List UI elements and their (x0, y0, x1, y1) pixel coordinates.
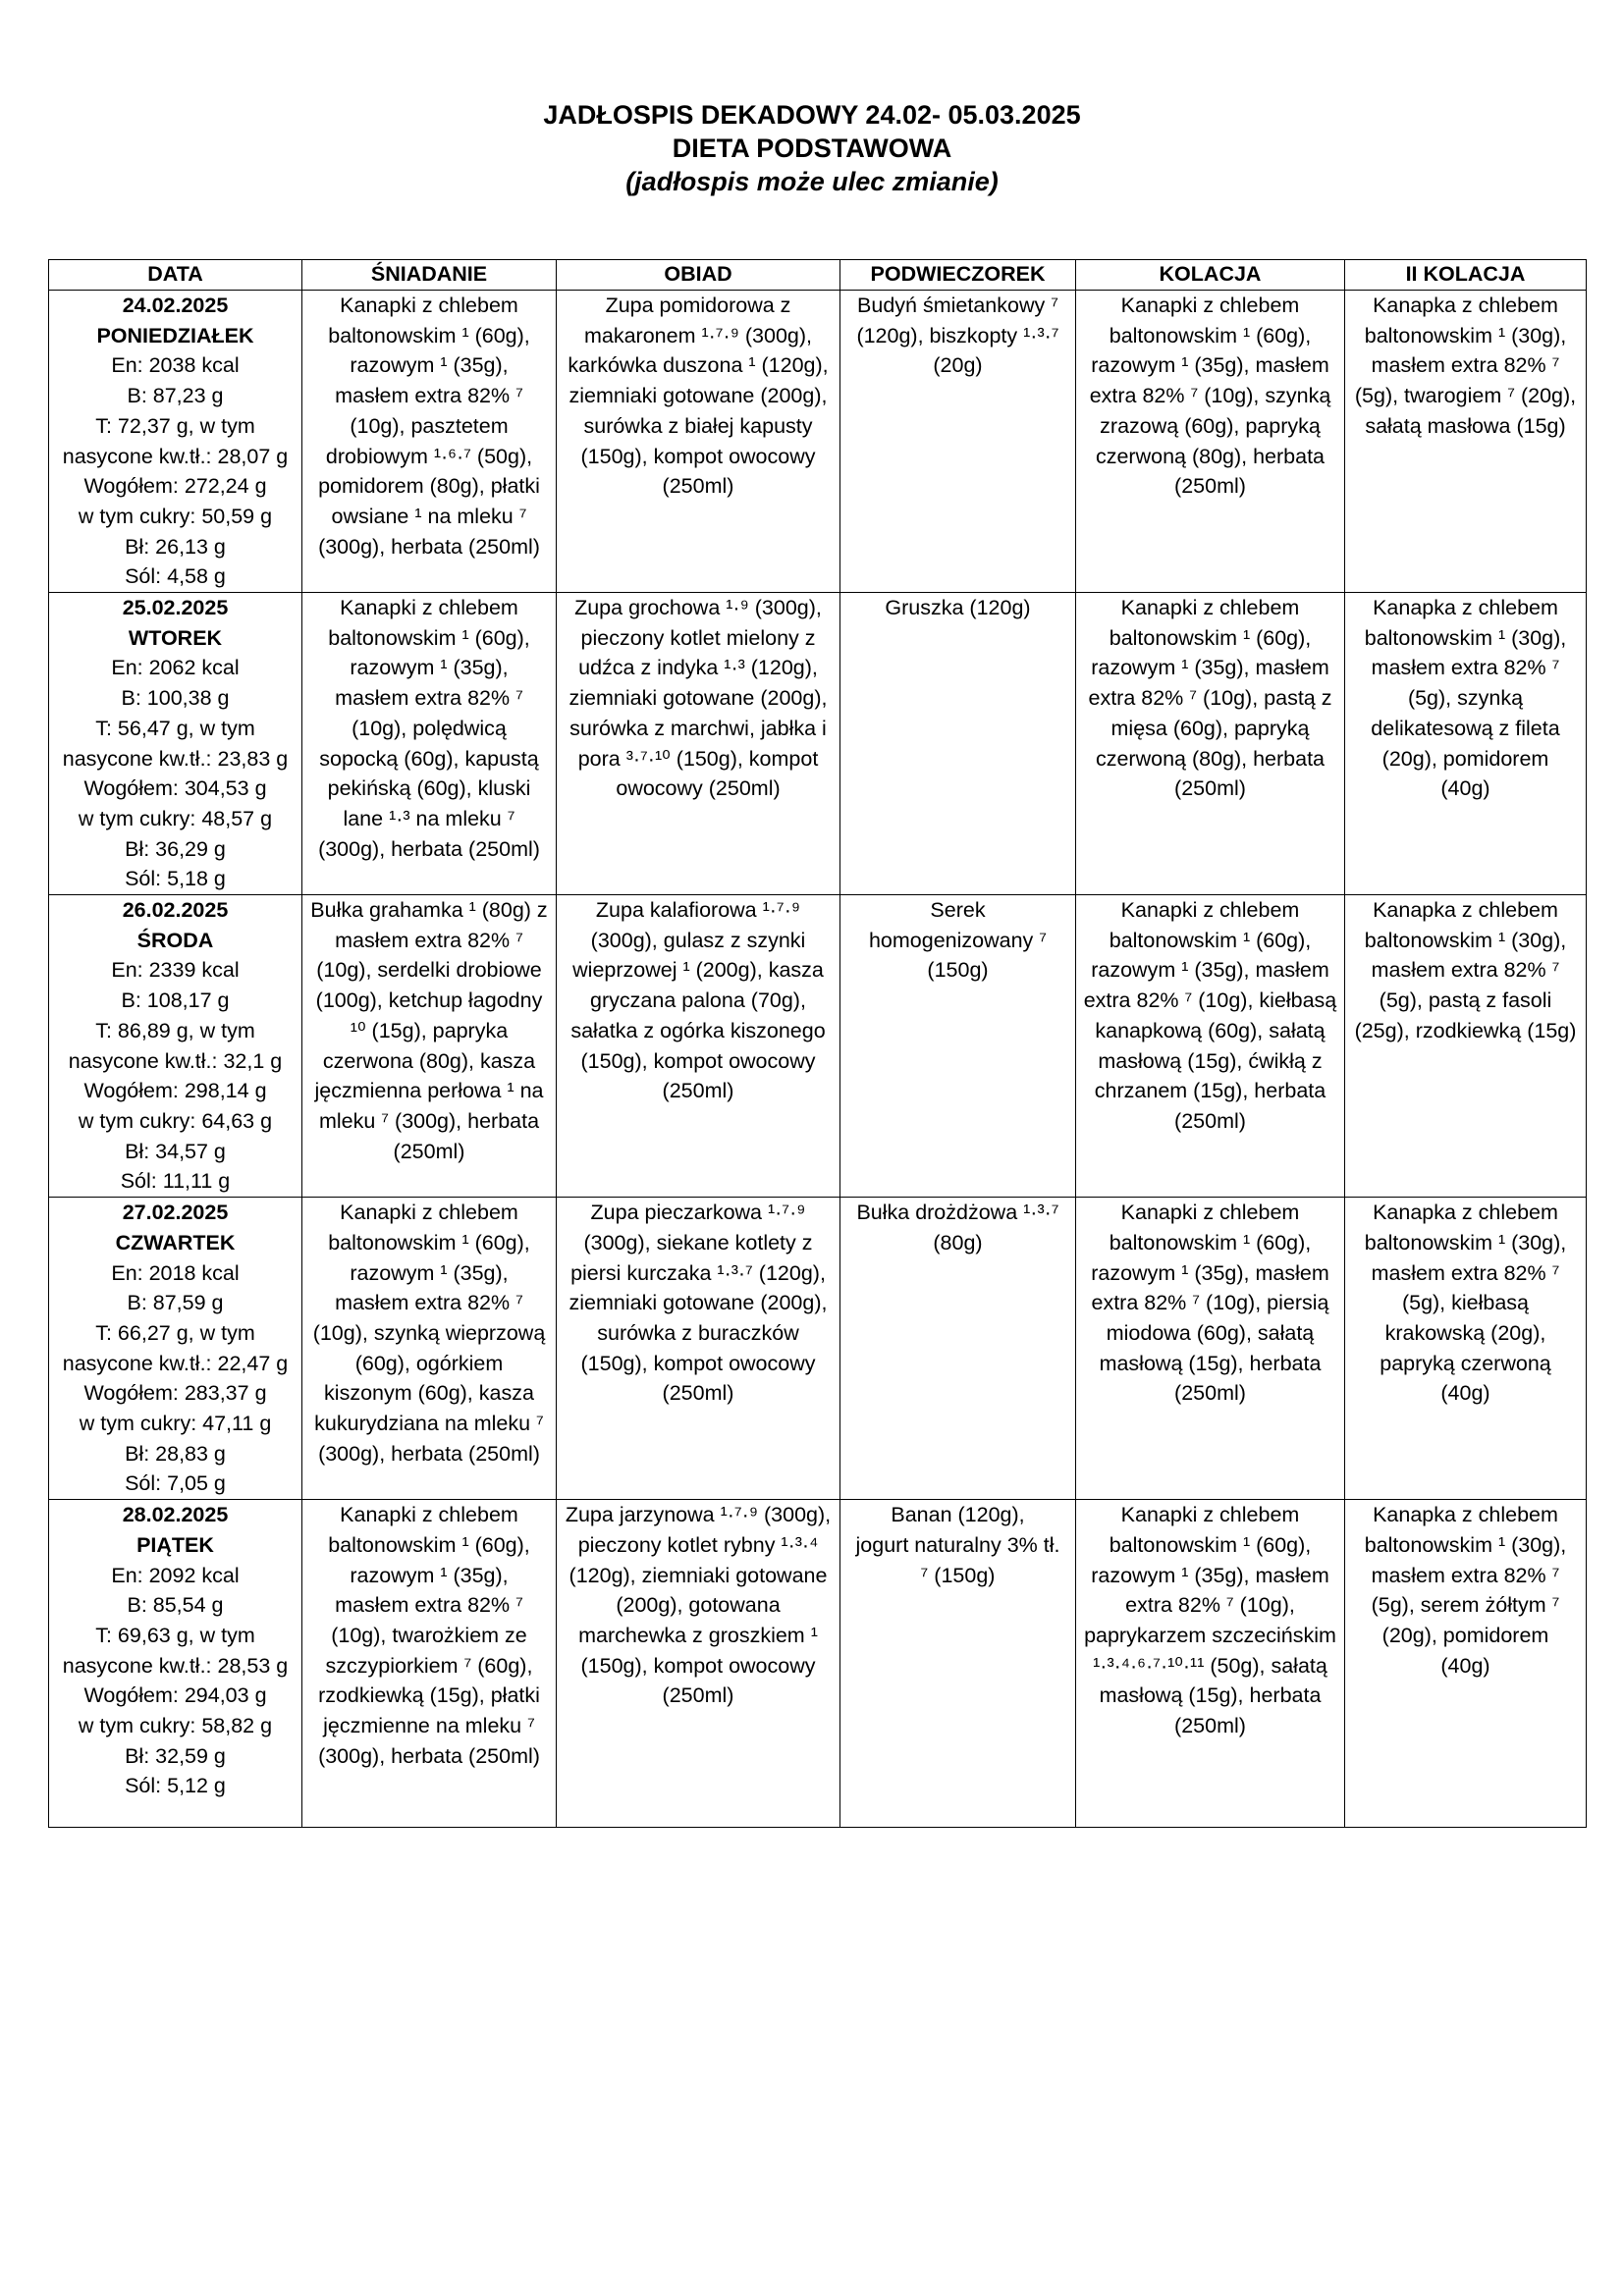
nutrition-energy: En: 2339 kcal (111, 958, 240, 983)
weekday: PIĄTEK (136, 1532, 214, 1557)
nutrition-sugars: w tym cukry: 48,57 g (78, 806, 273, 830)
nutrition-salt: Sól: 5,18 g (125, 867, 226, 891)
nutrition-saturated-fat: nasycone kw.tł.: 28,53 g (62, 1653, 289, 1678)
nutrition-fat: T: 69,63 g, w tym (95, 1623, 255, 1647)
nutrition-fat: T: 72,37 g, w tym (95, 413, 255, 438)
table-row (49, 1500, 1587, 1828)
nutrition-carbs: Wogółem: 304,53 g (83, 776, 267, 801)
meal-ii-kolacja: Kanapka z chlebem baltonowskim ¹ (30g), masłem extra 82% ⁷ (5g), szynką delikatesową z fileta (20g), pomidorem (40g) (1345, 593, 1587, 895)
meal-kolacja: Kanapki z chlebem baltonowskim ¹ (60g), razowym ¹ (35g), masłem extra 82% ⁷ (10g), piersią miodowa (60g), sałatą masłową (15g), herbata (250ml) (1076, 1198, 1345, 1500)
nutrition-sugars: w tym cukry: 47,11 g (79, 1412, 272, 1436)
meal-sniadanie: Kanapki z chlebem baltonowskim ¹ (60g), razowym ¹ (35g), masłem extra 82% ⁷ (10g), pasztetem drobiowym ¹·⁶·⁷ (50g), pomidorem (80g), płatki owsiane ¹ na mleku ⁷ (300g), herbata (250ml) (302, 291, 557, 593)
meal-obiad: Zupa jarzynowa ¹·⁷·⁹ (300g), pieczony kotlet rybny ¹·³·⁴ (120g), ziemniaki gotowane (200g), gotowana marchewka z groszkiem ¹ (150g), kompot owocowy (250ml) (557, 1500, 840, 1828)
column-header-podwieczorek: PODWIECZOREK (840, 260, 1076, 291)
nutrition-energy: En: 2092 kcal (111, 1563, 240, 1587)
nutrition-fiber: Bł: 28,83 g (125, 1441, 226, 1466)
nutrition-salt: Sól: 7,05 g (125, 1471, 226, 1496)
nutrition-salt: Sól: 4,58 g (125, 564, 226, 589)
weekday: PONIEDZIAŁEK (96, 323, 254, 347)
table-row (49, 895, 1587, 1198)
meal-podwieczorek: Budyń śmietankowy ⁷ (120g), biszkopty ¹·³·⁷ (20g) (840, 291, 1076, 593)
day-cell (49, 593, 302, 895)
nutrition-fat: T: 56,47 g, w tym (95, 716, 255, 740)
column-header-obiad: OBIAD (557, 260, 840, 291)
page-note: (jadłospis może ulec zmianie) (625, 167, 999, 196)
table-row (49, 593, 1587, 895)
date: 27.02.2025 (122, 1201, 229, 1225)
meal-kolacja: Kanapki z chlebem baltonowskim ¹ (60g), razowym ¹ (35g), masłem extra 82% ⁷ (10g), pastą z mięsa (60g), papryką czerwoną (80g), herbata (250ml) (1076, 593, 1345, 895)
page-title: JADŁOSPIS DEKADOWY 24.02- 05.03.2025 (543, 100, 1081, 130)
meal-kolacja: Kanapki z chlebem baltonowskim ¹ (60g), razowym ¹ (35g), masłem extra 82% ⁷ (10g), paprykarzem szczecińskim ¹·³·⁴·⁶·⁷·¹⁰·¹¹ (50g), sałatą masłową (15g), herbata (250ml) (1076, 1500, 1345, 1828)
column-header-sniadanie: ŚNIADANIE (302, 260, 557, 291)
meal-obiad: Zupa kalafiorowa ¹·⁷·⁹ (300g), gulasz z szynki wieprzowej ¹ (200g), kasza gryczana palona (70g), sałatka z ogórka kiszonego (150g), kompot owocowy (250ml) (557, 895, 840, 1198)
date: 26.02.2025 (122, 898, 229, 923)
nutrition-protein: B: 87,59 g (127, 1291, 224, 1315)
meal-sniadanie: Kanapki z chlebem baltonowskim ¹ (60g), razowym ¹ (35g), masłem extra 82% ⁷ (10g), polędwicą sopocką (60g), kapustą pekińską (60g), kluski lane ¹·³ na mleku ⁷ (300g), herbata (250ml) (302, 593, 557, 895)
nutrition-energy: En: 2038 kcal (111, 353, 240, 378)
day-cell (49, 1500, 302, 1828)
nutrition-fat: T: 86,89 g, w tym (95, 1018, 255, 1042)
day-cell (49, 291, 302, 593)
meal-podwieczorek: Banan (120g), jogurt naturalny 3% tł. ⁷ (150g) (840, 1500, 1076, 1828)
nutrition-salt: Sól: 5,12 g (125, 1774, 226, 1798)
meal-podwieczorek: Gruszka (120g) (840, 593, 1076, 895)
meal-sniadanie: Kanapki z chlebem baltonowskim ¹ (60g), razowym ¹ (35g), masłem extra 82% ⁷ (10g), szynką wieprzową (60g), ogórkiem kiszonym (60g), kasza kukurydziana na mleku ⁷ (300g), herbata (250ml) (302, 1198, 557, 1500)
meal-ii-kolacja: Kanapka z chlebem baltonowskim ¹ (30g), masłem extra 82% ⁷ (5g), pastą z fasoli (25g), rzodkiewką (15g) (1345, 895, 1587, 1198)
nutrition-protein: B: 100,38 g (121, 686, 230, 711)
nutrition-carbs: Wogółem: 272,24 g (83, 474, 267, 499)
table-row (49, 1198, 1587, 1500)
nutrition-protein: B: 85,54 g (127, 1593, 224, 1618)
weekday: WTOREK (128, 625, 223, 650)
nutrition-protein: B: 108,17 g (121, 988, 230, 1013)
meal-obiad: Zupa pieczarkowa ¹·⁷·⁹ (300g), siekane kotlety z piersi kurczaka ¹·³·⁷ (120g), ziemniaki gotowane (200g), surówka z buraczków (150g), kompot owocowy (250ml) (557, 1198, 840, 1500)
meal-kolacja: Kanapki z chlebem baltonowskim ¹ (60g), razowym ¹ (35g), masłem extra 82% ⁷ (10g), kiełbasą kanapkową (60g), sałatą masłową (15g), ćwikłą z chrzanem (15g), herbata (250ml) (1076, 895, 1345, 1198)
nutrition-saturated-fat: nasycone kw.tł.: 22,47 g (62, 1351, 289, 1375)
table-row (49, 291, 1587, 593)
meal-kolacja: Kanapki z chlebem baltonowskim ¹ (60g), razowym ¹ (35g), masłem extra 82% ⁷ (10g), szynką zrazową (60g), papryką czerwoną (80g), herbata (250ml) (1076, 291, 1345, 593)
nutrition-sugars: w tym cukry: 50,59 g (78, 504, 273, 528)
nutrition-sugars: w tym cukry: 64,63 g (78, 1108, 273, 1133)
nutrition-carbs: Wogółem: 283,37 g (83, 1381, 267, 1406)
nutrition-protein: B: 87,23 g (127, 384, 224, 408)
column-header-kolacja: KOLACJA (1076, 260, 1345, 291)
meal-obiad: Zupa pomidorowa z makaronem ¹·⁷·⁹ (300g), karkówka duszona ¹ (120g), ziemniaki gotowane (200g), surówka z białej kapusty (150g), kompot owocowy (250ml) (557, 291, 840, 593)
nutrition-saturated-fat: nasycone kw.tł.: 23,83 g (62, 746, 289, 771)
nutrition-fiber: Bł: 34,57 g (125, 1139, 226, 1163)
nutrition-energy: En: 2018 kcal (111, 1260, 240, 1285)
date: 24.02.2025 (122, 294, 229, 317)
meal-sniadanie: Bułka grahamka ¹ (80g) z masłem extra 82% ⁷ (10g), serdelki drobiowe (100g), ketchup łagodny ¹⁰ (15g), papryka czerwona (80g), kasza jęczmienna perłowa ¹ na mleku ⁷ (300g), herbata (250ml) (302, 895, 557, 1198)
table-header-row (49, 260, 1587, 291)
page-subtitle: DIETA PODSTAWOWA (672, 133, 952, 163)
date: 25.02.2025 (122, 596, 229, 620)
meal-podwieczorek: Serek homogenizowany ⁷ (150g) (840, 895, 1076, 1198)
nutrition-saturated-fat: nasycone kw.tł.: 28,07 g (62, 444, 289, 468)
nutrition-fat: T: 66,27 g, w tym (95, 1320, 255, 1345)
date: 28.02.2025 (122, 1503, 229, 1527)
meal-podwieczorek: Bułka drożdżowa ¹·³·⁷ (80g) (840, 1198, 1076, 1500)
weekday: CZWARTEK (115, 1230, 236, 1255)
day-cell (49, 895, 302, 1198)
meal-ii-kolacja: Kanapka z chlebem baltonowskim ¹ (30g), masłem extra 82% ⁷ (5g), twarogiem ⁷ (20g), sałatą masłowa (15g) (1345, 291, 1587, 593)
weekday: ŚRODA (136, 928, 214, 952)
nutrition-fiber: Bł: 26,13 g (125, 534, 226, 559)
nutrition-energy: En: 2062 kcal (111, 656, 240, 680)
meal-sniadanie: Kanapki z chlebem baltonowskim ¹ (60g), razowym ¹ (35g), masłem extra 82% ⁷ (10g), twarożkiem ze szczypiorkiem ⁷ (60g), rzodkiewką (15g), płatki jęczmienne na mleku ⁷ (300g), herbata (250ml) (302, 1500, 557, 1828)
meal-ii-kolacja: Kanapka z chlebem baltonowskim ¹ (30g), masłem extra 82% ⁷ (5g), serem żółtym ⁷ (20g), pomidorem (40g) (1345, 1500, 1587, 1828)
meal-ii-kolacja: Kanapka z chlebem baltonowskim ¹ (30g), masłem extra 82% ⁷ (5g), kiełbasą krakowską (20g), papryką czerwoną (40g) (1345, 1198, 1587, 1500)
nutrition-sugars: w tym cukry: 58,82 g (78, 1714, 273, 1738)
menu-table (48, 259, 1587, 1828)
column-header-data: DATA (49, 260, 302, 291)
column-header-ii-kolacja: II KOLACJA (1345, 260, 1587, 291)
nutrition-fiber: Bł: 32,59 g (125, 1743, 226, 1768)
day-cell (49, 1198, 302, 1500)
nutrition-saturated-fat: nasycone kw.tł.: 32,1 g (68, 1048, 283, 1073)
nutrition-carbs: Wogółem: 298,14 g (83, 1079, 267, 1103)
nutrition-fiber: Bł: 36,29 g (125, 836, 226, 861)
nutrition-salt: Sól: 11,11 g (120, 1169, 231, 1194)
header (0, 98, 1624, 198)
meal-obiad: Zupa grochowa ¹·⁹ (300g), pieczony kotlet mielony z udźca z indyka ¹·³ (120g), ziemniaki gotowane (200g), surówka z marchwi, jabłka i pora ³·⁷·¹⁰ (150g), kompot owocowy (250ml) (557, 593, 840, 895)
nutrition-carbs: Wogółem: 294,03 g (83, 1683, 267, 1708)
